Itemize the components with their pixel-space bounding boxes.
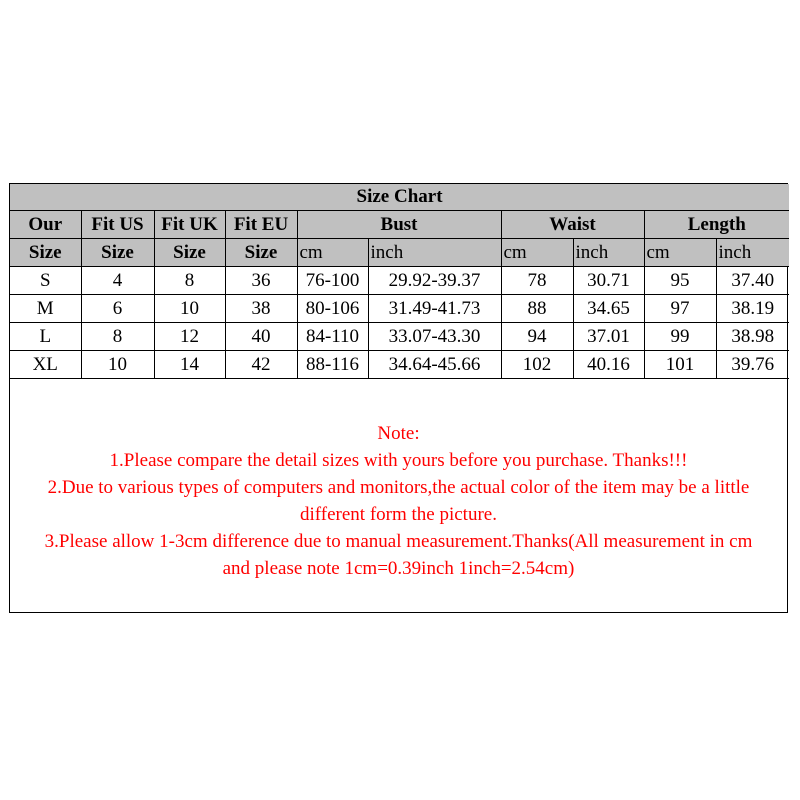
cell-uk-size: 14 [154, 351, 225, 379]
header-length-inch: inch [716, 239, 789, 267]
cell-bust-inch: 33.07-43.30 [368, 323, 501, 351]
table-title: Size Chart [10, 184, 789, 211]
note-line-2: 2.Due to various types of computers and monitors,the actual color of the item may be a little [47, 477, 750, 498]
size-chart [9, 183, 788, 613]
header-bust: Bust [297, 211, 501, 239]
table-row [10, 295, 789, 323]
cell-uk-size: 12 [154, 323, 225, 351]
note-line-1: 1.Please compare the detail sizes with yours before you purchase. Thanks!!! [109, 450, 688, 471]
header-row-1 [10, 211, 789, 239]
table-row [10, 351, 789, 379]
cell-waist-cm: 78 [501, 267, 573, 295]
cell-waist-inch: 30.71 [573, 267, 644, 295]
cell-uk-size: 10 [154, 295, 225, 323]
cell-uk-size: 8 [154, 267, 225, 295]
cell-bust-inch: 29.92-39.37 [368, 267, 501, 295]
cell-bust-cm: 76-100 [297, 267, 368, 295]
cell-us-size: 8 [81, 323, 154, 351]
header-eu-size: Size [225, 239, 297, 267]
cell-eu-size: 36 [225, 267, 297, 295]
cell-our-size: M [10, 295, 81, 323]
table-row [10, 267, 789, 295]
header-waist-inch: inch [573, 239, 644, 267]
header-waist-cm: cm [501, 239, 573, 267]
header-bust-inch: inch [368, 239, 501, 267]
cell-length-cm: 101 [644, 351, 716, 379]
header-bust-cm: cm [297, 239, 368, 267]
cell-length-inch: 38.98 [716, 323, 789, 351]
cell-length-inch: 39.76 [716, 351, 789, 379]
header-us-size: Size [81, 239, 154, 267]
cell-us-size: 4 [81, 267, 154, 295]
header-waist: Waist [501, 211, 644, 239]
table-row [10, 323, 789, 351]
header-row-2 [10, 239, 789, 267]
cell-length-cm: 97 [644, 295, 716, 323]
header-fit-us: Fit US [81, 211, 154, 239]
cell-bust-cm: 80-106 [297, 295, 368, 323]
cell-our-size: S [10, 267, 81, 295]
cell-length-inch: 38.19 [716, 295, 789, 323]
header-fit-uk: Fit UK [154, 211, 225, 239]
cell-length-cm: 99 [644, 323, 716, 351]
cell-us-size: 6 [81, 295, 154, 323]
cell-bust-inch: 31.49-41.73 [368, 295, 501, 323]
header-length-cm: cm [644, 239, 716, 267]
cell-us-size: 10 [81, 351, 154, 379]
cell-our-size: L [10, 323, 81, 351]
note-line-3: 3.Please allow 1-3cm difference due to manual measurement.Thanks(All measurement in cm [44, 531, 753, 552]
header-uk-size: Size [154, 239, 225, 267]
cell-our-size: XL [10, 351, 81, 379]
cell-waist-cm: 94 [501, 323, 573, 351]
cell-bust-cm: 88-116 [297, 351, 368, 379]
cell-length-cm: 95 [644, 267, 716, 295]
cell-bust-inch: 34.64-45.66 [368, 351, 501, 379]
note-heading: Note: [377, 423, 420, 444]
cell-waist-inch: 34.65 [573, 295, 644, 323]
size-table [10, 184, 789, 379]
header-length: Length [644, 211, 789, 239]
note-line-2-continued: different form the picture. [300, 504, 497, 525]
cell-eu-size: 38 [225, 295, 297, 323]
cell-eu-size: 42 [225, 351, 297, 379]
note-line-3-continued: and please note 1cm=0.39inch 1inch=2.54cm) [222, 558, 575, 579]
header-our: Our [10, 211, 81, 239]
notes-section [10, 420, 787, 582]
header-our-size: Size [10, 239, 81, 267]
cell-waist-cm: 88 [501, 295, 573, 323]
cell-eu-size: 40 [225, 323, 297, 351]
cell-waist-inch: 37.01 [573, 323, 644, 351]
cell-bust-cm: 84-110 [297, 323, 368, 351]
cell-waist-inch: 40.16 [573, 351, 644, 379]
cell-length-inch: 37.40 [716, 267, 789, 295]
header-fit-eu: Fit EU [225, 211, 297, 239]
cell-waist-cm: 102 [501, 351, 573, 379]
